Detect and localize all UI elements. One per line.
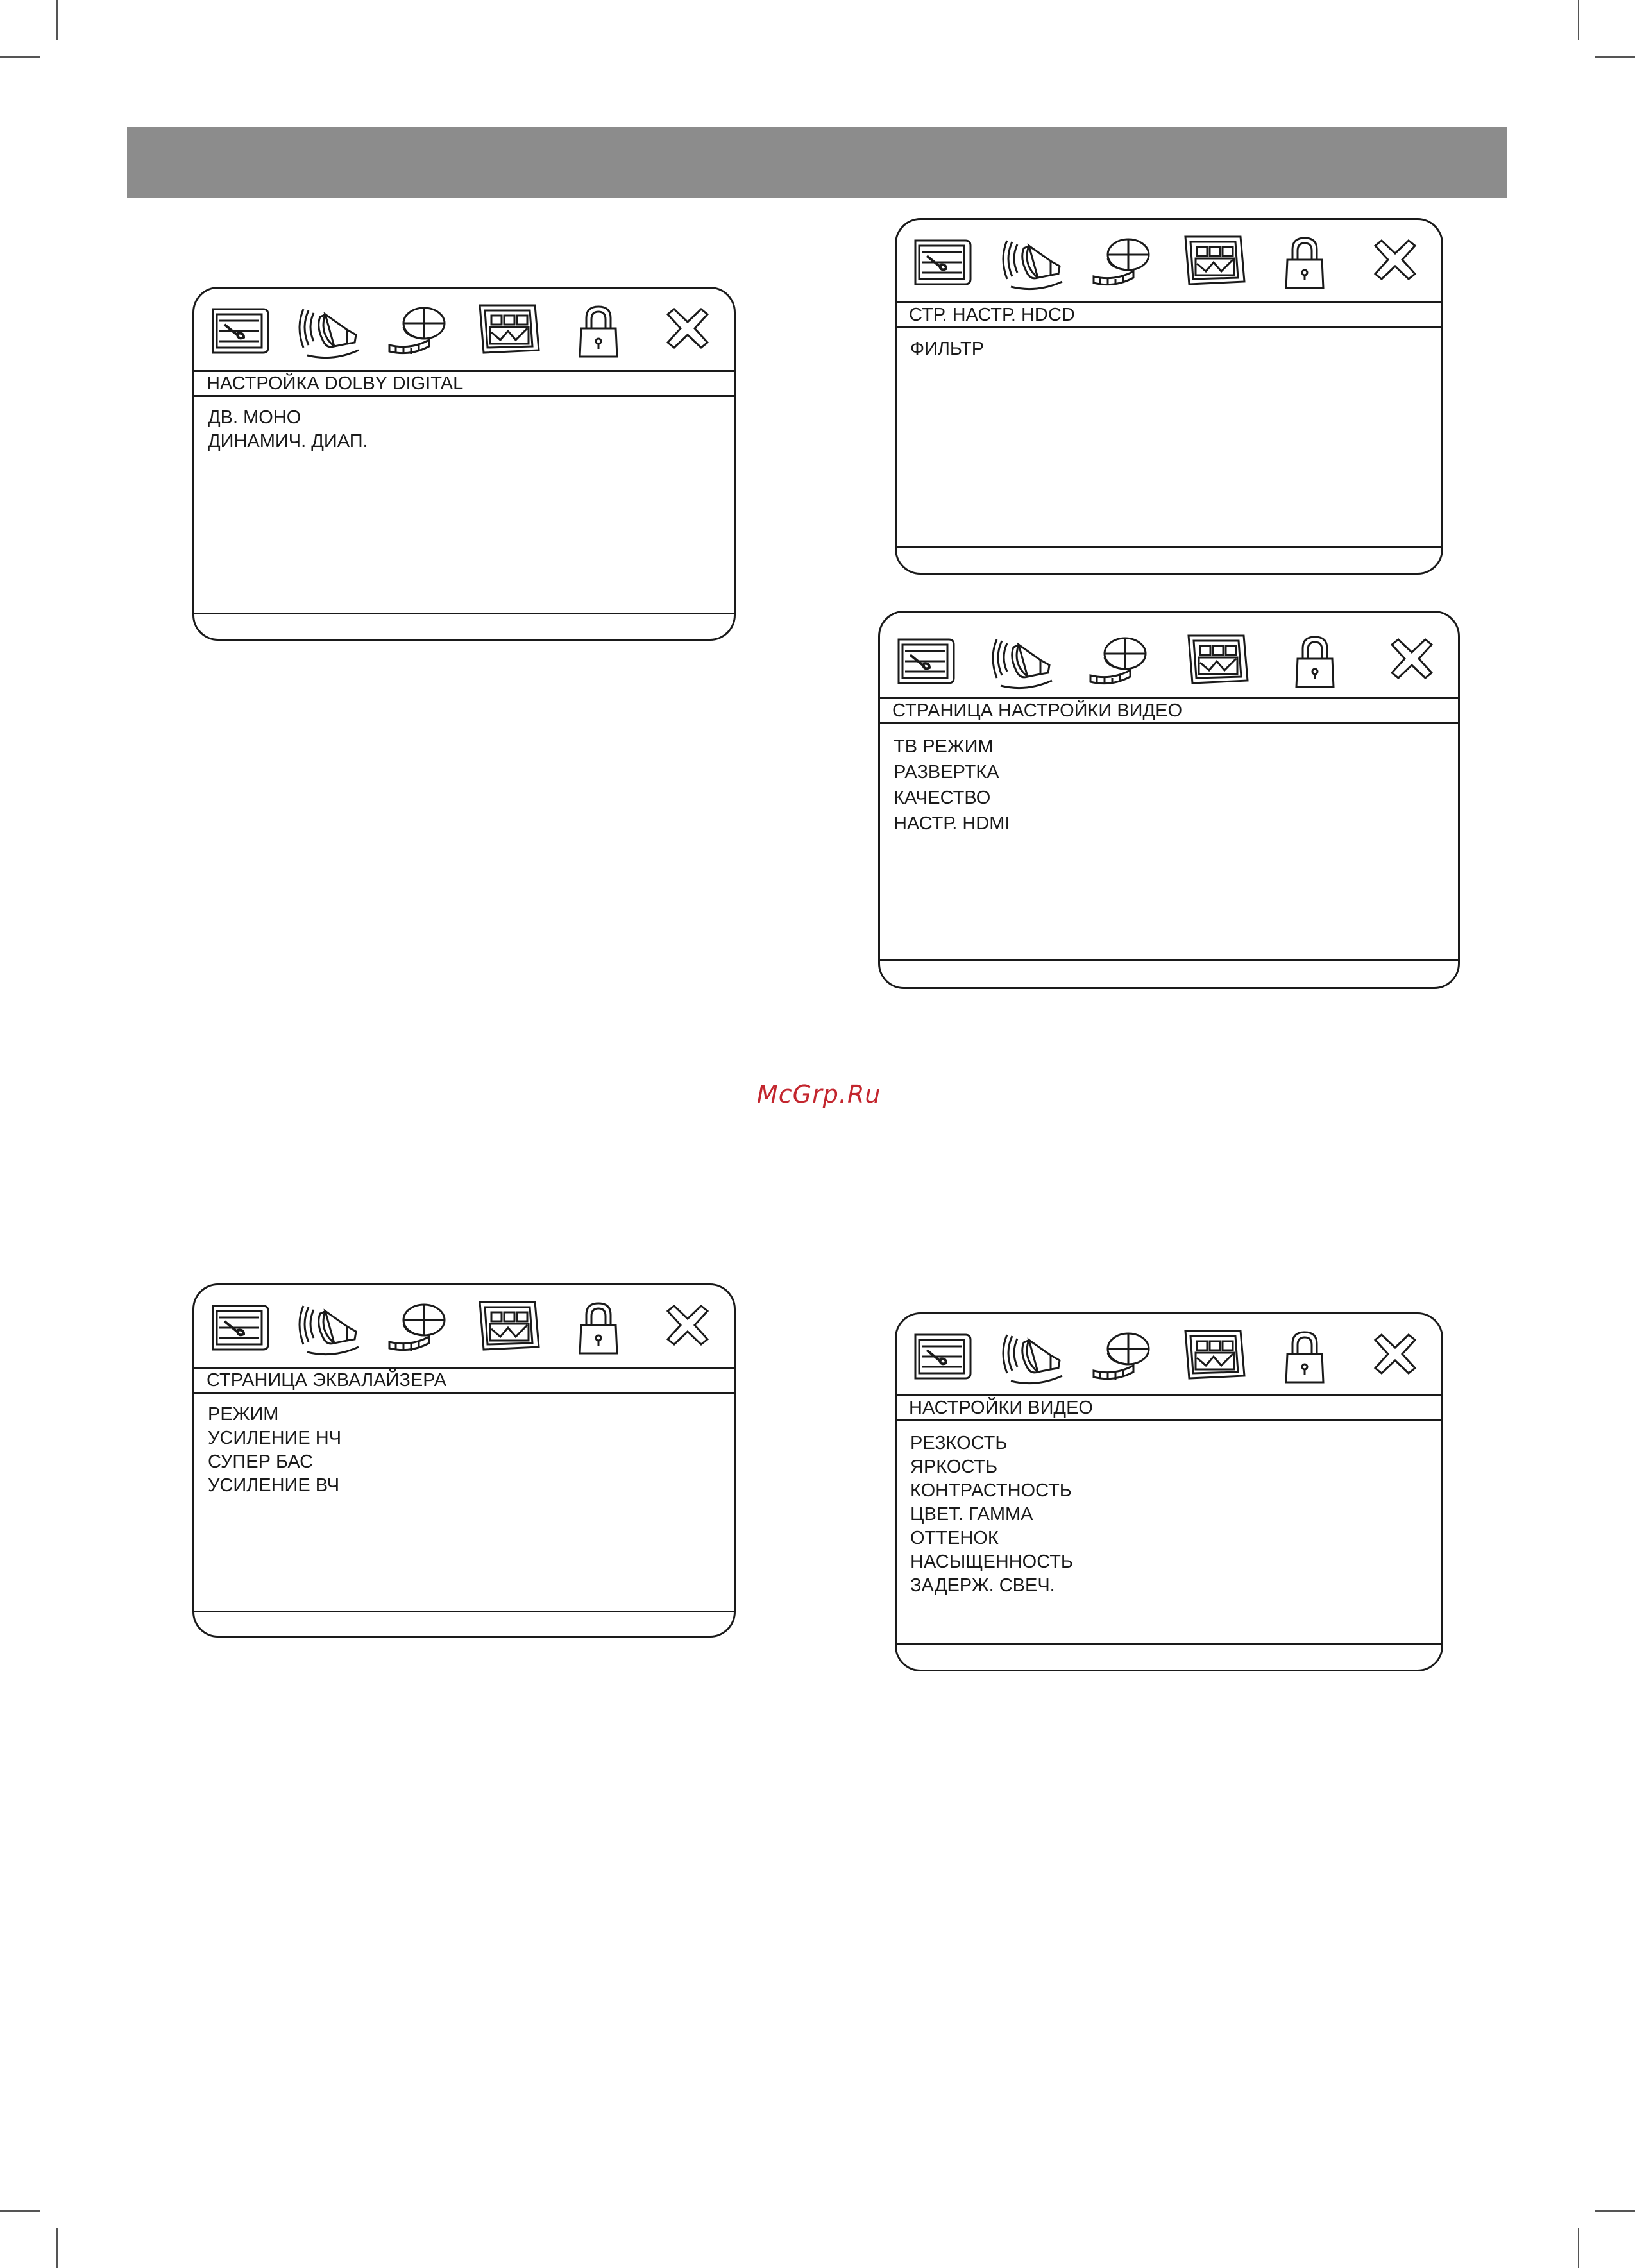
menu-item[interactable]: УСИЛЕНИЕ ВЧ bbox=[208, 1475, 340, 1496]
crop-mark bbox=[1595, 56, 1635, 58]
close-icon[interactable] bbox=[1360, 226, 1430, 297]
video-picture-icon[interactable] bbox=[473, 295, 544, 366]
menu-item[interactable]: ДВ. МОНО bbox=[208, 407, 301, 428]
watermark: McGrp.Ru bbox=[757, 1080, 881, 1108]
menu-list bbox=[910, 337, 984, 361]
osd-panel-dolby bbox=[192, 287, 736, 641]
close-icon[interactable] bbox=[652, 295, 723, 366]
lock-icon[interactable] bbox=[563, 295, 634, 366]
audio-speaker-icon[interactable] bbox=[294, 295, 365, 366]
menu-item[interactable]: ФИЛЬТР bbox=[910, 339, 985, 359]
osd-panel-video-settings bbox=[895, 1312, 1443, 1671]
system-setup-icon[interactable] bbox=[908, 1321, 978, 1391]
lock-icon[interactable] bbox=[1269, 226, 1340, 297]
osd-panel-video-setup bbox=[878, 611, 1460, 989]
crop-mark bbox=[1595, 2210, 1635, 2212]
osd-panel-equalizer bbox=[192, 1283, 736, 1638]
menu-item[interactable]: ДИНАМИЧ. ДИАП. bbox=[208, 431, 368, 452]
close-icon[interactable] bbox=[1377, 625, 1447, 696]
osd-panel-hdcd bbox=[895, 218, 1443, 575]
panel-title: СТРАНИЦА ЭКВАЛАЙЗЕРА bbox=[192, 1367, 736, 1394]
crop-mark bbox=[0, 2210, 40, 2212]
audio-speaker-icon[interactable] bbox=[998, 1321, 1069, 1391]
video-picture-icon[interactable] bbox=[1179, 226, 1250, 297]
system-setup-icon[interactable] bbox=[908, 226, 978, 297]
crop-mark bbox=[56, 2228, 58, 2268]
panel-title: СТРАНИЦА НАСТРОЙКИ ВИДЕО bbox=[878, 697, 1460, 724]
icon-row bbox=[205, 1287, 723, 1367]
menu-list bbox=[894, 734, 1010, 836]
crop-mark bbox=[1578, 0, 1579, 40]
system-setup-icon[interactable] bbox=[205, 1292, 276, 1362]
system-setup-icon[interactable] bbox=[891, 625, 962, 696]
video-picture-icon[interactable] bbox=[473, 1292, 544, 1362]
panel-title: СТР. НАСТР. HDCD bbox=[895, 301, 1443, 328]
menu-item[interactable]: НАСЫЩЕННОСТЬ bbox=[910, 1552, 1073, 1572]
menu-item[interactable]: РЕЖИМ bbox=[208, 1404, 279, 1425]
crop-mark bbox=[0, 56, 40, 58]
footer-divider bbox=[878, 959, 1460, 961]
close-icon[interactable] bbox=[652, 1292, 723, 1362]
video-picture-icon[interactable] bbox=[1179, 1321, 1250, 1391]
crop-mark bbox=[56, 0, 58, 40]
menu-item[interactable]: РАЗВЕРТКА bbox=[894, 762, 999, 783]
header-bar bbox=[127, 127, 1507, 198]
menu-item[interactable]: ОТТЕНОК bbox=[910, 1528, 999, 1548]
menu-item[interactable]: КАЧЕСТВО bbox=[894, 788, 991, 808]
footer-divider bbox=[192, 613, 736, 614]
menu-item[interactable]: ЦВЕТ. ГАММА bbox=[910, 1504, 1033, 1525]
disc-reel-icon[interactable] bbox=[384, 1292, 455, 1362]
disc-reel-icon[interactable] bbox=[1085, 625, 1156, 696]
disc-reel-icon[interactable] bbox=[1089, 226, 1159, 297]
icon-row bbox=[205, 291, 723, 370]
panel-title: НАСТРОЙКИ ВИДЕО bbox=[895, 1394, 1443, 1421]
lock-icon[interactable] bbox=[1280, 625, 1350, 696]
icon-row bbox=[908, 222, 1430, 301]
menu-item[interactable]: ЯРКОСТЬ bbox=[910, 1457, 998, 1477]
footer-divider bbox=[895, 546, 1443, 548]
disc-reel-icon[interactable] bbox=[384, 295, 455, 366]
menu-item[interactable]: ЗАДЕРЖ. СВЕЧ. bbox=[910, 1575, 1055, 1596]
disc-reel-icon[interactable] bbox=[1089, 1321, 1159, 1391]
icon-row bbox=[908, 1316, 1430, 1396]
menu-item[interactable]: КОНТРАСТНОСТЬ bbox=[910, 1480, 1072, 1501]
footer-divider bbox=[895, 1643, 1443, 1645]
menu-list bbox=[208, 406, 368, 453]
system-setup-icon[interactable] bbox=[205, 295, 276, 366]
panel-title: НАСТРОЙКА DOLBY DIGITAL bbox=[192, 370, 736, 397]
video-picture-icon[interactable] bbox=[1182, 625, 1253, 696]
menu-list bbox=[910, 1432, 1073, 1598]
menu-item[interactable]: НАСТР. HDMI bbox=[894, 813, 1010, 834]
lock-icon[interactable] bbox=[1269, 1321, 1340, 1391]
menu-item[interactable]: РЕЗКОСТЬ bbox=[910, 1433, 1008, 1453]
menu-list bbox=[208, 1403, 341, 1498]
audio-speaker-icon[interactable] bbox=[988, 625, 1058, 696]
menu-item[interactable]: СУПЕР БАС bbox=[208, 1451, 314, 1472]
audio-speaker-icon[interactable] bbox=[294, 1292, 365, 1362]
menu-item[interactable]: ТВ РЕЖИМ bbox=[894, 736, 994, 757]
lock-icon[interactable] bbox=[563, 1292, 634, 1362]
close-icon[interactable] bbox=[1360, 1321, 1430, 1391]
audio-speaker-icon[interactable] bbox=[998, 226, 1069, 297]
crop-mark bbox=[1578, 2228, 1579, 2268]
footer-divider bbox=[192, 1611, 736, 1612]
icon-row bbox=[891, 621, 1447, 700]
menu-item[interactable]: УСИЛЕНИЕ НЧ bbox=[208, 1428, 342, 1448]
